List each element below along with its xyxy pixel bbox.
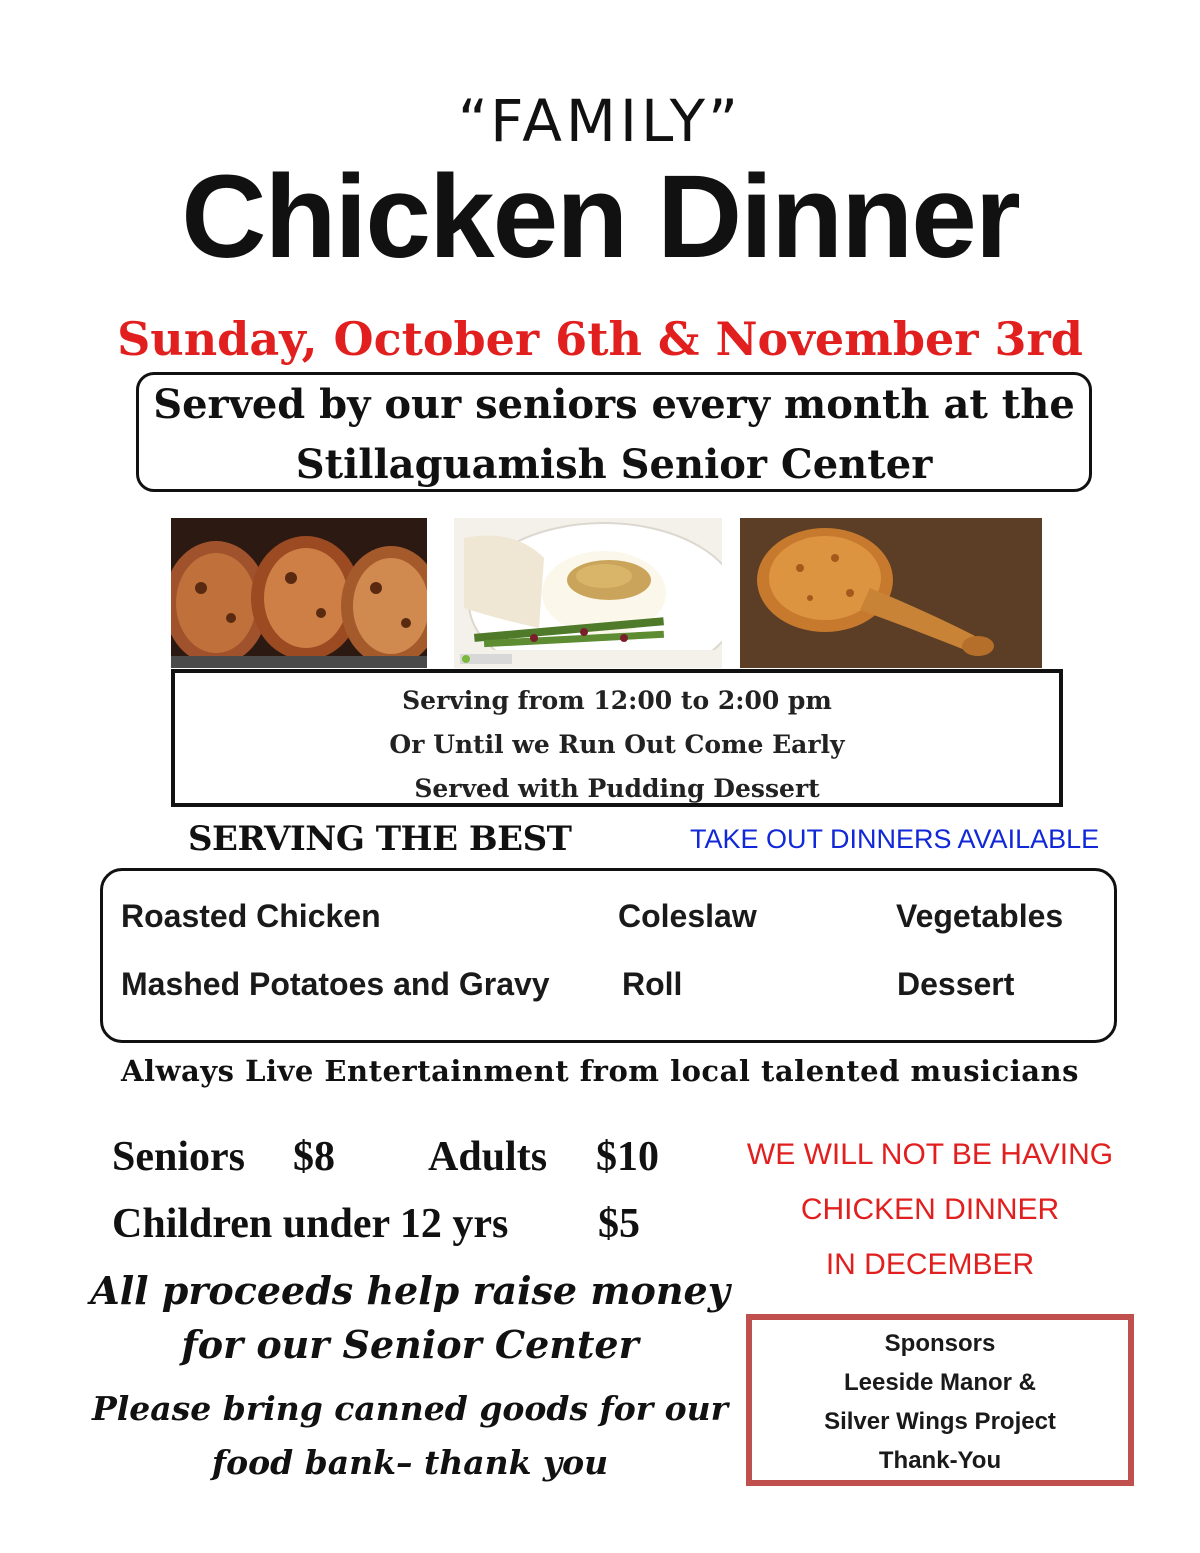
sponsors-heading: Sponsors — [884, 1330, 996, 1357]
dessert-note: Served with Pudding Dessert — [414, 774, 820, 803]
family-heading: “FAMILY” — [457, 87, 743, 155]
served-by-line-2: Stillaguamish Senior Center — [295, 441, 933, 488]
december-notice-line-1: WE WILL NOT BE HAVING — [746, 1138, 1114, 1171]
serving-times-box — [171, 669, 1063, 807]
sponsor-name: Leeside Manor & — [843, 1369, 1037, 1396]
december-notice-line-3: IN DECEMBER — [825, 1248, 1035, 1281]
serving-hours: Serving from 12:00 to 2:00 pm — [402, 686, 832, 715]
served-by-line-1: Served by our seniors every month at the — [153, 381, 1075, 428]
canned-goods-line-2: food bank– thank you — [211, 1443, 609, 1482]
menu-box — [100, 868, 1117, 1043]
canned-goods-line-1: Please bring canned goods for our — [91, 1389, 729, 1428]
adults-price: $10 — [596, 1134, 659, 1180]
fried-chicken-leg-photo — [740, 518, 1042, 668]
mashed-potatoes-plate-photo — [454, 518, 722, 668]
menu-item: Coleslaw — [618, 898, 757, 934]
menu-item: Vegetables — [896, 898, 1064, 934]
adults-label: Adults — [428, 1134, 548, 1180]
sponsor-name: Silver Wings Project — [824, 1408, 1056, 1435]
page-title: Chicken Dinner — [181, 151, 1019, 283]
menu-item: Roll — [622, 966, 683, 1002]
sponsors-thanks: Thank-You — [878, 1447, 1002, 1474]
menu-item: Dessert — [897, 966, 1015, 1002]
menu-heading: SERVING THE BEST — [188, 819, 572, 859]
serving-note: Or Until we Run Out Come Early — [389, 730, 845, 759]
menu-item: Mashed Potatoes and Gravy — [121, 966, 550, 1002]
takeout-notice: TAKE OUT DINNERS AVAILABLE — [690, 824, 1100, 854]
proceeds-line-1: All proceeds help raise money — [90, 1268, 730, 1313]
menu-item: Roasted Chicken — [121, 898, 381, 934]
entertainment-line: Always Live Entertainment from local talented musicians — [121, 1054, 1079, 1088]
roasted-chicken-photo — [171, 518, 427, 668]
december-notice-line-2: CHICKEN DINNER — [800, 1193, 1060, 1226]
event-dates: Sunday, October 6th & November 3rd — [117, 312, 1083, 366]
sponsors-box — [746, 1314, 1134, 1486]
children-price: $5 — [598, 1201, 640, 1247]
seniors-price: $8 — [293, 1134, 335, 1180]
seniors-label: Seniors — [112, 1134, 246, 1180]
served-by-box — [136, 372, 1092, 492]
proceeds-line-2: for our Senior Center — [181, 1322, 639, 1367]
children-label: Children under 12 yrs — [112, 1201, 509, 1247]
